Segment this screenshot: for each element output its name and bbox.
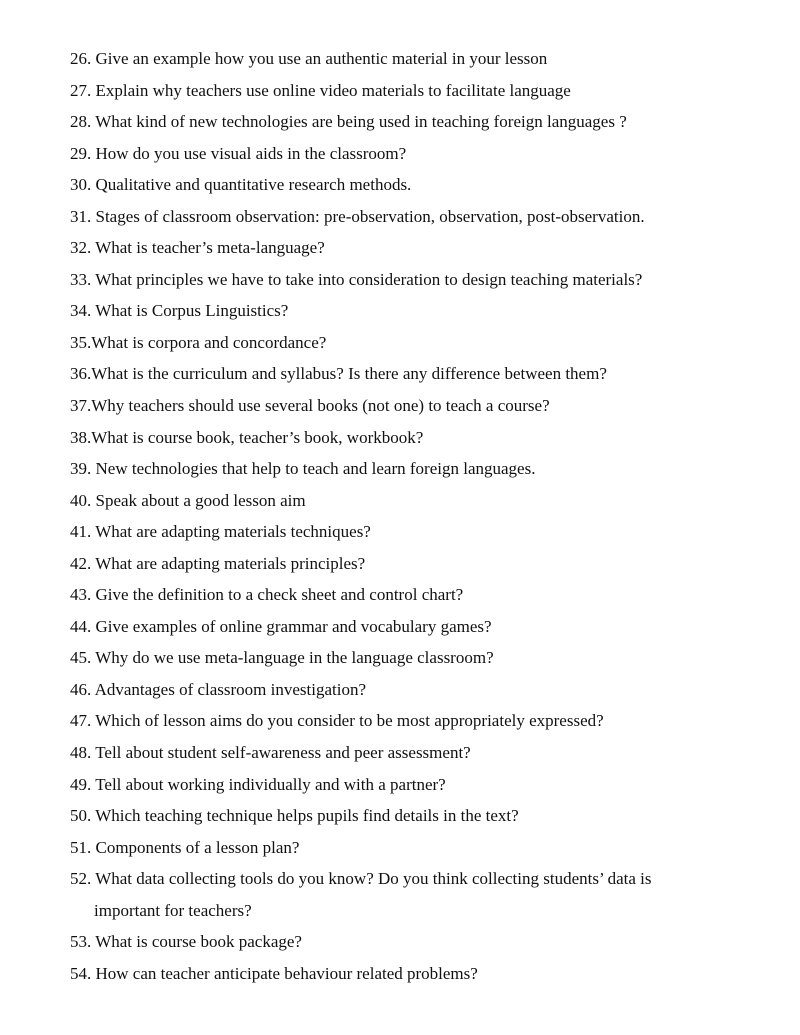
question-number: 39.	[70, 459, 92, 479]
question-item	[70, 737, 750, 769]
question-text: Tell about working individually and with a partner?	[95, 774, 446, 794]
question-item	[70, 958, 750, 990]
question-item	[70, 579, 750, 611]
question-number: 43.	[70, 585, 92, 605]
question-number: 28.	[70, 112, 92, 132]
question-text: How do you use visual aids in the classroom?	[95, 143, 407, 163]
question-text: Components of a lesson plan?	[95, 837, 300, 857]
question-item	[70, 548, 750, 580]
question-text: What data collecting tools do you know? Do you think collecting students’ data is	[95, 869, 652, 889]
question-number: 29.	[70, 143, 92, 163]
question-number: 51.	[70, 837, 92, 857]
question-number: 53.	[70, 932, 92, 952]
question-number: 34.	[70, 301, 92, 321]
question-item	[70, 422, 750, 454]
question-text: Which of lesson aims do you consider to be most appropriately expressed?	[95, 711, 604, 731]
question-text: Explain why teachers use online video materials to facilitate language	[95, 80, 571, 100]
question-item	[70, 705, 750, 737]
question-item	[70, 358, 750, 390]
question-item	[70, 390, 750, 422]
question-text: What are adapting materials techniques?	[95, 522, 371, 542]
question-number: 46.	[70, 679, 92, 699]
question-list	[70, 43, 750, 989]
question-number: 50.	[70, 806, 92, 826]
question-text: Advantages of classroom investigation?	[94, 679, 367, 699]
question-item	[70, 327, 750, 359]
question-number: 54.	[70, 963, 92, 983]
question-number: 45.	[70, 648, 92, 668]
question-number: 37.	[70, 396, 92, 416]
question-number: 52.	[70, 869, 92, 889]
question-item	[70, 232, 750, 264]
question-item	[70, 863, 750, 926]
question-number: 26.	[70, 49, 92, 68]
question-number: 30.	[70, 175, 92, 195]
question-text: Speak about a good lesson aim	[95, 490, 306, 510]
question-number: 31.	[70, 206, 92, 226]
question-number: 27.	[70, 80, 92, 100]
question-item	[70, 169, 750, 201]
question-text: Give the definition to a check sheet and control chart?	[95, 585, 464, 605]
question-item	[70, 926, 750, 958]
question-number: 35.	[70, 332, 92, 352]
question-item	[70, 75, 750, 107]
question-number: 44.	[70, 616, 92, 636]
question-item	[70, 43, 750, 75]
question-item	[70, 295, 750, 327]
question-text: What is teacher’s meta-language?	[95, 238, 325, 258]
question-text: What are adapting materials principles?	[95, 553, 366, 573]
question-text: What is the curriculum and syllabus? Is there any difference between them?	[91, 364, 607, 384]
question-text: What is corpora and concordance?	[91, 332, 327, 352]
question-item	[70, 642, 750, 674]
question-text: Tell about student self-awareness and peer assessment?	[95, 743, 471, 763]
question-text-continuation: important for teachers?	[94, 900, 252, 920]
question-text: What is course book package?	[95, 932, 302, 952]
question-number: 49.	[70, 774, 92, 794]
question-item	[70, 106, 750, 138]
question-item	[70, 485, 750, 517]
question-item	[70, 516, 750, 548]
question-text: Stages of classroom observation: pre-observation, observation, post-observation.	[95, 206, 645, 226]
question-item	[70, 264, 750, 296]
question-item	[70, 453, 750, 485]
question-text: Why do we use meta-language in the language classroom?	[95, 648, 494, 668]
question-text: Why teachers should use several books (not one) to teach a course?	[91, 396, 550, 416]
question-item	[70, 611, 750, 643]
question-text: New technologies that help to teach and learn foreign languages.	[95, 459, 536, 479]
question-item	[70, 800, 750, 832]
question-item	[70, 138, 750, 170]
question-number: 47.	[70, 711, 92, 731]
question-number: 32.	[70, 238, 92, 258]
question-item	[70, 769, 750, 801]
question-text: How can teacher anticipate behaviour related problems?	[95, 963, 478, 983]
question-number: 38.	[70, 427, 92, 447]
question-text: What kind of new technologies are being used in teaching foreign languages ?	[95, 112, 627, 132]
question-item	[70, 674, 750, 706]
question-text: Give examples of online grammar and vocabulary games?	[95, 616, 492, 636]
question-text: Qualitative and quantitative research methods.	[95, 175, 412, 195]
question-text: Which teaching technique helps pupils find details in the text?	[95, 806, 519, 826]
question-text: What is Corpus Linguistics?	[95, 301, 289, 321]
question-number: 33.	[70, 269, 92, 289]
question-number: 36.	[70, 364, 92, 384]
question-number: 41.	[70, 522, 92, 542]
question-text: Give an example how you use an authentic material in your lesson	[95, 49, 548, 68]
question-item	[70, 201, 750, 233]
question-number: 48.	[70, 743, 92, 763]
question-item	[70, 832, 750, 864]
question-text: What is course book, teacher’s book, workbook?	[91, 427, 424, 447]
question-text: What principles we have to take into consideration to design teaching materials?	[95, 269, 643, 289]
question-number: 40.	[70, 490, 92, 510]
question-number: 42.	[70, 553, 92, 573]
